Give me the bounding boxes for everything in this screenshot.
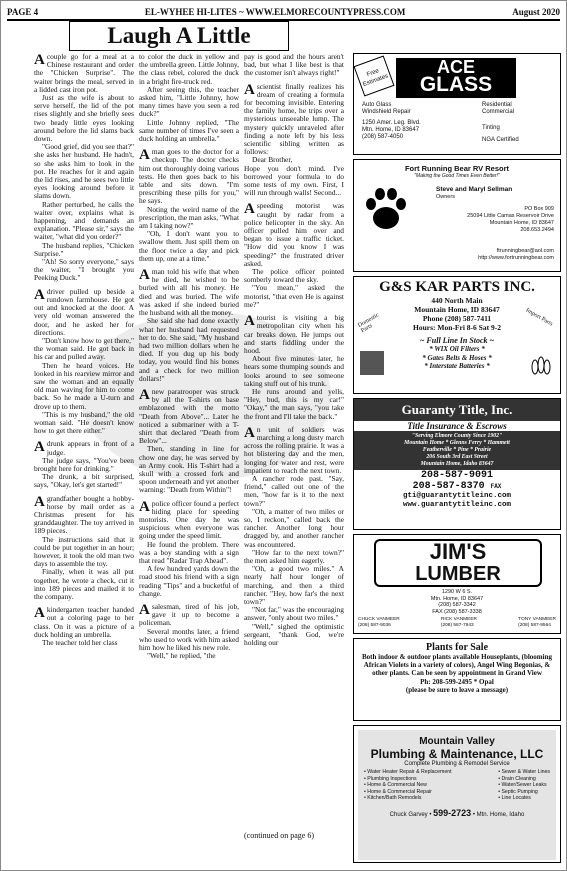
joke-paragraph	[34, 201, 134, 242]
continued-note: (continued on page 6)	[244, 831, 314, 840]
joke-text: "This is my husband," the old woman said. "He doesn't know how to get there either."	[34, 409, 134, 436]
ace-glass-logo	[396, 58, 516, 98]
mv-phone: 599-2723	[433, 807, 472, 818]
page-header	[7, 5, 560, 21]
joke-paragraph	[34, 411, 134, 436]
jims-contact-name: CHUCK VANMEER	[358, 617, 400, 622]
jims-contacts	[358, 617, 556, 629]
ace-services-left	[362, 102, 411, 116]
joke-paragraph	[34, 362, 134, 411]
jims-addr-line: Mtn. Home, ID 83647	[430, 595, 484, 602]
joke-text: tourist is visiting a big metropolitan city when his car breaks down. He jumps out and starts fiddling under the hood.	[244, 313, 344, 355]
bear-website: http://www.fortrunningbear.com	[478, 255, 554, 261]
drop-cap: A	[139, 602, 150, 618]
column-3	[244, 53, 344, 647]
mv-service-item: • Septic Pumping	[498, 788, 538, 795]
drop-cap: A	[34, 286, 45, 303]
gs-brand: * Interstate Batteries *	[424, 362, 490, 370]
guaranty-since: "Serving Elmore County Since 1902"	[411, 433, 503, 439]
jims-contact-phone: (208) 587-7943	[440, 623, 474, 628]
ace-tinting: Tinting	[482, 125, 500, 131]
joke-paragraph	[34, 143, 134, 200]
joke-paragraph	[34, 473, 134, 489]
joke-text: police officer found a perfect hiding place for speeding motorists. One day he was suspicious when everyone was going under the speed limit.	[139, 498, 239, 541]
drop-cap: A	[244, 201, 255, 218]
guaranty-towns: Mountain Home * Glenns Ferry * Hammett	[404, 440, 510, 446]
joke-start-paragraph	[139, 500, 239, 541]
joke-text: drunk appears in front of a judge.	[46, 439, 134, 457]
mv-service-item: • Kitchen/Bath Remodels	[364, 795, 422, 802]
bear-addr-line: Mountain Home, ID 83647	[489, 220, 554, 226]
gs-domestic-label: Domestic Parts	[357, 312, 381, 335]
joke-paragraph	[34, 568, 134, 601]
ace-service: Auto Glass	[362, 102, 392, 108]
joke-text: "Good grief, did you see that?" she asks her husband. He hadn't, so she asks him to look in the pot. He reaches for it and again the lid rises, and he sees two little eyes looking around before it slams down.	[34, 142, 134, 201]
joke-text: Dear Brother,	[252, 155, 293, 165]
joke-text: The teacher told her class	[42, 638, 118, 648]
joke-text: Rather perturbed, he calls the waiter over, explains what is happening, and demands an explanation. "Please sir," says the waiter, "what did you order?"	[34, 199, 134, 242]
guaranty-sub: Title Insurance & Escrows	[407, 421, 507, 431]
plants-phone: Ph: 208-599-2495 * Opal	[420, 677, 494, 686]
page-number: PAGE 4	[7, 7, 39, 17]
joke-paragraph	[34, 94, 134, 143]
mv-services	[354, 767, 560, 804]
joke-paragraph	[244, 284, 344, 309]
mv-sub: Complete Plumbing & Remodel Service	[404, 761, 510, 767]
mv-service-item: • Drain Cleaning	[498, 775, 536, 782]
bear-contact	[478, 248, 554, 262]
ace-logo-line2: GLASS	[419, 73, 493, 96]
joke-text: Then, standing in line for chow one day, he was served by an Army cook. His T-shirt had a skull with a crossed fork and spoon underneath and yet another warning: "Death from Within"!	[139, 444, 239, 495]
joke-start-paragraph	[139, 268, 239, 317]
joke-paragraph	[139, 565, 239, 598]
joke-text: salesman, tired of his job, gave it up to become a policeman.	[139, 602, 239, 628]
joke-paragraph	[244, 565, 344, 606]
joke-text: Finally, when it was all put together, he wrote a check, cut it into 189 pieces and mailed it to the company.	[34, 567, 134, 601]
joke-paragraph	[34, 536, 134, 569]
joke-start-paragraph	[34, 495, 134, 536]
gs-brand: * Gates Belts & Hoses *	[422, 353, 492, 362]
guaranty-online	[354, 492, 560, 510]
plants-title: Plants for Sale	[425, 642, 489, 653]
joke-text: The instructions said that it could be put together in an hour; however, it took the old man two days to assemble the toy.	[34, 534, 134, 569]
mv-service-item: • Home & Commercial Repair	[364, 788, 432, 795]
joke-text: "Well," he replied, "the	[147, 651, 216, 661]
gs-stock: ~ Full Line In Stock ~	[419, 336, 495, 345]
mv-service-item: • Water/Sewer Leaks	[498, 782, 547, 789]
free-estimates-badge: Free Estimates	[353, 55, 394, 96]
guaranty-fax-label: FAX	[490, 483, 502, 490]
guaranty-phones	[354, 470, 560, 492]
joke-text: The police officer pointed somberly toward the sky.	[244, 267, 344, 285]
joke-paragraph	[139, 53, 239, 86]
paw-print-icon	[362, 184, 410, 234]
joke-paragraph	[244, 606, 344, 622]
joke-paragraph	[244, 165, 344, 198]
column-1	[34, 53, 134, 647]
jims-contact-name: RICK VANMEER	[440, 617, 478, 622]
gs-addr-line: Mountain Home, ID 83647	[414, 305, 500, 314]
gs-hours: Hours: Mon-Fri 8-6 Sat 9-2	[413, 323, 501, 332]
drop-cap: A	[244, 424, 255, 441]
ad-ace-glass	[353, 53, 561, 155]
joke-text: man goes to the doctor for a checkup. The doctor checks him out thoroughly doing various tests. He then goes back to his table and sits down. "I'm prescribing these pills for you," he says.	[139, 147, 239, 206]
issue-date: August 2020	[512, 7, 560, 17]
joke-text: "Oh, a matter of two miles or so, I reckon," called back the rancher. Another long hour dragged by, and another rancher was encountered.	[244, 506, 344, 549]
joke-paragraph	[34, 242, 134, 258]
joke-text: "How far to the next town?" the men asked him eagerly.	[244, 547, 344, 565]
joke-start-paragraph	[139, 603, 239, 628]
ace-service: Commercial	[482, 109, 515, 115]
gs-phone: Phone (208) 587-7411	[422, 314, 492, 323]
joke-text: The drunk, a bit surprised, says, "Okay, let's get started!"	[34, 472, 134, 490]
bear-addr-line: PO Box 909	[524, 206, 554, 212]
joke-paragraph	[139, 86, 239, 119]
bear-tagline: "Making the Good Times Even Better!"	[414, 173, 500, 179]
joke-text: man told his wife that when he died, he wished to be buried with all his money. He died and was buried. The wife was asked if she indeed buried the husband with all the money.	[139, 267, 239, 318]
joke-text: "Well," sighed the optimistic sergeant, "thank God, we're holding our	[244, 621, 344, 648]
ace-services-right	[482, 102, 514, 116]
joke-paragraph	[34, 457, 134, 473]
jims-contact-phone: (208) 587-9036	[358, 623, 391, 628]
jims-logo-line1: JIM'S	[429, 539, 487, 564]
ace-logo-line1: ACE	[436, 57, 475, 77]
joke-text: She said she had done exactly what her husband had requested her to do. She said, "My husband had two million dollars when he died. If you dug up his body today, you would find his bones and a check for two million dollars!"	[139, 316, 239, 383]
joke-text: n unit of soldiers was marching a long dusty march across the rolling prairie. It was a hot blistering day and the men, longing for water and rest, were impatient to reach the next town.	[244, 424, 344, 475]
joke-text: "Oh, a good two miles." A nearly half hour longer of marching, and then a third rancher. "Hey, how far's the next town?"	[244, 564, 344, 606]
joke-start-paragraph	[244, 426, 344, 475]
joke-paragraph	[244, 388, 344, 421]
joke-text: The judge says, "You've been brought here for drinking."	[34, 455, 134, 473]
bear-addr-line: 25094 Little Camas Reservoir Drive	[467, 213, 554, 219]
joke-start-paragraph	[34, 440, 134, 456]
ace-service: Windshield Repair	[362, 109, 411, 115]
joke-paragraph	[139, 206, 239, 231]
joke-paragraph	[244, 549, 344, 565]
publication-name: EL-WYHEE HI-LITES ~ WWW.ELMORECOUNTYPRESS.COM	[144, 7, 406, 17]
mv-contact-name: Chuck Garvey	[389, 811, 428, 818]
joke-paragraph	[244, 623, 344, 648]
joke-text: Several months later, a friend who used to work with him asked him how he liked his new role.	[139, 626, 239, 653]
joke-text: "You mean," asked the motorist, "that even He is against me?"	[244, 283, 344, 309]
bear-owners: Steve and Maryl Sellman	[436, 186, 513, 193]
mv-service-item: • Sewer & Water Lines	[498, 769, 550, 775]
ad-plants-for-sale	[353, 638, 561, 721]
joke-text: Just as the wife is about to serve herself, the lid of the pot rises slightly and she briefly sees two beady little eyes looking around before the lid slams back down.	[34, 93, 134, 144]
bear-name: Fort Running Bear RV Resort	[404, 164, 510, 173]
jims-logo-line2: LUMBER	[415, 563, 501, 585]
ace-nga: NGA Certified	[482, 137, 519, 143]
jims-fax: FAX (208) 587-3338	[432, 608, 482, 615]
joke-paragraph	[34, 639, 134, 647]
joke-text: "Not far," was the encouraging answer, "only about two miles."	[244, 605, 344, 623]
joke-paragraph	[139, 541, 239, 566]
ad-mountain-valley-plumbing	[353, 725, 561, 863]
joke-paragraph	[139, 445, 239, 494]
guaranty-address: 206 South 3rd East Street	[426, 454, 488, 460]
joke-paragraph	[139, 317, 239, 383]
joke-text: Noting the weird name of the prescription, the man asks, "What am I taking now?"	[139, 204, 239, 231]
drop-cap: A	[244, 81, 255, 98]
ad-jims-lumber	[353, 534, 561, 634]
joke-start-paragraph	[139, 388, 239, 445]
joke-text: speeding motorist was caught by radar from a police helicopter in the sky. An officer pulled him over and began to issue a traffic ticket. "How did you know I was speeding?" the frustrated driver asked.	[244, 201, 344, 268]
mv-service-item: • Line Locates	[498, 795, 531, 802]
bear-owners-label: Owners	[436, 194, 455, 200]
gs-name: G&S KAR PARTS INC.	[379, 279, 535, 295]
page-title: Laugh A Little	[69, 21, 289, 51]
joke-paragraph	[244, 355, 344, 388]
drop-cap: A	[34, 605, 45, 622]
mv-service-item: • Water Heater Repair & Replacement	[364, 769, 452, 775]
joke-paragraph	[244, 475, 344, 508]
joke-text: "Ah! So sorry everyone," says the waiter, "I brought you Peeking Duck."	[34, 257, 134, 283]
drop-cap: A	[139, 386, 150, 403]
joke-paragraph	[139, 230, 239, 263]
ad-fort-running-bear	[353, 159, 561, 272]
mv-services-right	[498, 769, 550, 802]
joke-paragraph	[139, 628, 239, 653]
bear-email: ftrunningbear@aol.com	[496, 248, 554, 254]
bear-address	[467, 206, 554, 234]
joke-text: Little Johnny replied, "The same number of times I've seen a duck holding an umbrella."	[139, 117, 239, 144]
ace-extra	[482, 122, 519, 146]
jims-address	[354, 589, 560, 615]
drop-cap: A	[34, 493, 45, 510]
joke-start-paragraph	[244, 202, 344, 268]
joke-text: After seeing this, the teacher asked him, "Little Johnny, how many times have you seen a red duck?"	[139, 84, 239, 119]
guaranty-fax-number: 208-587-8370	[412, 481, 485, 492]
column-2	[139, 53, 239, 660]
joke-start-paragraph	[34, 288, 134, 337]
ad-guaranty-title	[353, 398, 561, 530]
joke-text: The husband replies, "Chicken Surprise."	[34, 240, 134, 258]
joke-text: A rancher rode past. "Say, friend," called out one of the men, "how far is it to the next town?"	[244, 473, 344, 508]
gs-import-label: Import Parts	[524, 307, 554, 328]
drop-cap: A	[139, 147, 150, 164]
joke-text: Hope you don't mind. I've borrowed your formula to do some tests of my own. First, I will run through walls! Second...	[244, 163, 344, 198]
joke-text: pay is good and the hours aren't bad, but what I like best is that the customer isn't always right!"	[244, 52, 344, 78]
ace-phone: (208) 587-4050	[362, 134, 404, 140]
joke-text: "Oh, I don't want you to swallow them. Just spill them on the floor twice a day and pick them up, one at a time."	[139, 229, 239, 263]
guaranty-email: gti@guarantytitleinc.com	[402, 492, 512, 500]
joke-start-paragraph	[244, 314, 344, 355]
drop-cap: A	[139, 498, 150, 515]
joke-start-paragraph	[34, 606, 134, 639]
battery-icon	[360, 351, 384, 375]
ace-service: Residential	[482, 102, 512, 108]
mv-name2: Plumbing & Maintenance, LLC	[370, 747, 544, 761]
jims-lumber-logo	[374, 539, 542, 587]
guaranty-service-area	[354, 431, 560, 470]
mv-city: Mtn. Home, Idaho	[476, 811, 525, 818]
joke-text: grandfather bought a hobby-horse by mail order as a Christmas present for his granddaughter. The toy arrived in 189 pieces.	[34, 493, 134, 536]
joke-text: kindergarten teacher handed out a coloring page to her class. On it was a picture of a duck holding an umbrella.	[34, 605, 134, 639]
plants-body: Both indoor & outdoor plants available Houseplants, (blooming African Violets in a variety of colors), Angel Wing Begonias, & other plants. Can be seen by appointment in Grand View	[362, 653, 552, 678]
bowling-pins-icon	[530, 351, 552, 375]
joke-text: to color the duck in yellow and the umbrella green. Little Johnny, the class rebel, colored the duck in a bright fire-truck red.	[139, 52, 239, 86]
jims-contact-name: TONY VANMEER	[518, 617, 556, 622]
joke-text: About five minutes later, he hears some thumping sounds and looks around to see someone taking stuff out of his trunk.	[244, 354, 344, 388]
guaranty-name: Guaranty Title, Inc.	[354, 399, 560, 421]
ace-addr-line: Mtn. Home, ID 83647	[362, 127, 420, 133]
mv-service-item: • Home & Commercial New	[364, 782, 427, 789]
jims-contact-phone: (208) 587-9564	[518, 623, 551, 628]
joke-text: couple go for a meal at a Chinese restaurant and order the "Chicken Surprise". The waiter brings the meal, served in a lidded cast iron pot.	[34, 52, 134, 94]
mv-contact: Chuck Garvey • 599-2723 • Mtn. Home, Idaho	[389, 807, 525, 818]
mv-name1: Mountain Valley	[419, 736, 495, 747]
guaranty-website: www.guarantytitleinc.com	[402, 501, 512, 509]
ace-address	[362, 120, 421, 141]
ace-addr-line: 1250 Amer. Leg. Blvd.	[362, 120, 421, 126]
joke-paragraph	[244, 268, 344, 284]
gs-addr-line: 440 North Main	[431, 296, 483, 305]
drop-cap: A	[139, 267, 150, 284]
joke-text: He runs around and yells, "Hey, bud, this is my car!" "Okay," the man says, "you take the front and I'll take the back."	[244, 386, 344, 421]
drop-cap: A	[34, 439, 45, 456]
gs-brand: * WIX Oil Filters *	[429, 345, 485, 353]
guaranty-towns: Featherville * Pine * Prairie	[422, 447, 492, 453]
joke-start-paragraph	[34, 53, 134, 94]
joke-text: scientist finally realizes his dream of creating a formula for becoming invisible. Entering the family home, he trips over a mysterious unseeable lump. The mystery quickly unraveled after finding a note left by his less scientific sibling written as follows:	[244, 81, 344, 157]
jims-phone: (208) 587-3342	[438, 602, 476, 608]
joke-paragraph	[244, 53, 344, 78]
guaranty-city: Mountain Home, Idaho 83647	[420, 461, 494, 467]
joke-start-paragraph	[139, 148, 239, 205]
joke-text: "Don't know how to get there," the woman said. He got back in his car and pulled away.	[34, 335, 134, 362]
ad-gs-kar-parts	[353, 276, 561, 394]
joke-text: A few hundred yards down the road stood his friend with a sign reading "Tips" and a bucketful of change.	[139, 564, 239, 598]
joke-paragraph	[34, 258, 134, 283]
drop-cap: A	[244, 313, 255, 330]
joke-text: He found the problem. There was a boy standing with a sign that read "Radar Trap Ahead".	[139, 539, 239, 565]
jokes-columns	[34, 53, 347, 833]
joke-paragraph	[244, 508, 344, 549]
guaranty-phone: 208-587-9091	[420, 470, 493, 481]
bear-phone: 208.653.2494	[520, 227, 554, 233]
joke-start-paragraph	[244, 83, 344, 157]
joke-text: driver pulled up beside a rundown farmhouse. He got out and knocked at the door. A very old woman answered the door, and he asked her for directions.	[34, 286, 134, 337]
mv-service-item: • Plumbing Inspections	[364, 775, 417, 782]
joke-paragraph	[139, 119, 239, 144]
joke-text: Then he heard voices. He looked in his rearview mirror and saw the woman and an equally old man waving for him to come back. So he made a U-turn and drove up to them.	[34, 360, 134, 411]
joke-paragraph	[139, 652, 239, 660]
mv-services-left	[364, 769, 452, 802]
plants-note: (please be sure to leave a message)	[405, 685, 509, 694]
joke-text: new paratrooper was struck by all the T-shirts on base emblazoned with the motto "Death from Above"... Later he noticed a submariner with a T-shirt that declared "Death from Below"...	[139, 386, 239, 446]
drop-cap: A	[34, 52, 45, 68]
jims-addr-line: 1290 W 6 S.	[441, 589, 473, 595]
joke-paragraph	[34, 337, 134, 362]
